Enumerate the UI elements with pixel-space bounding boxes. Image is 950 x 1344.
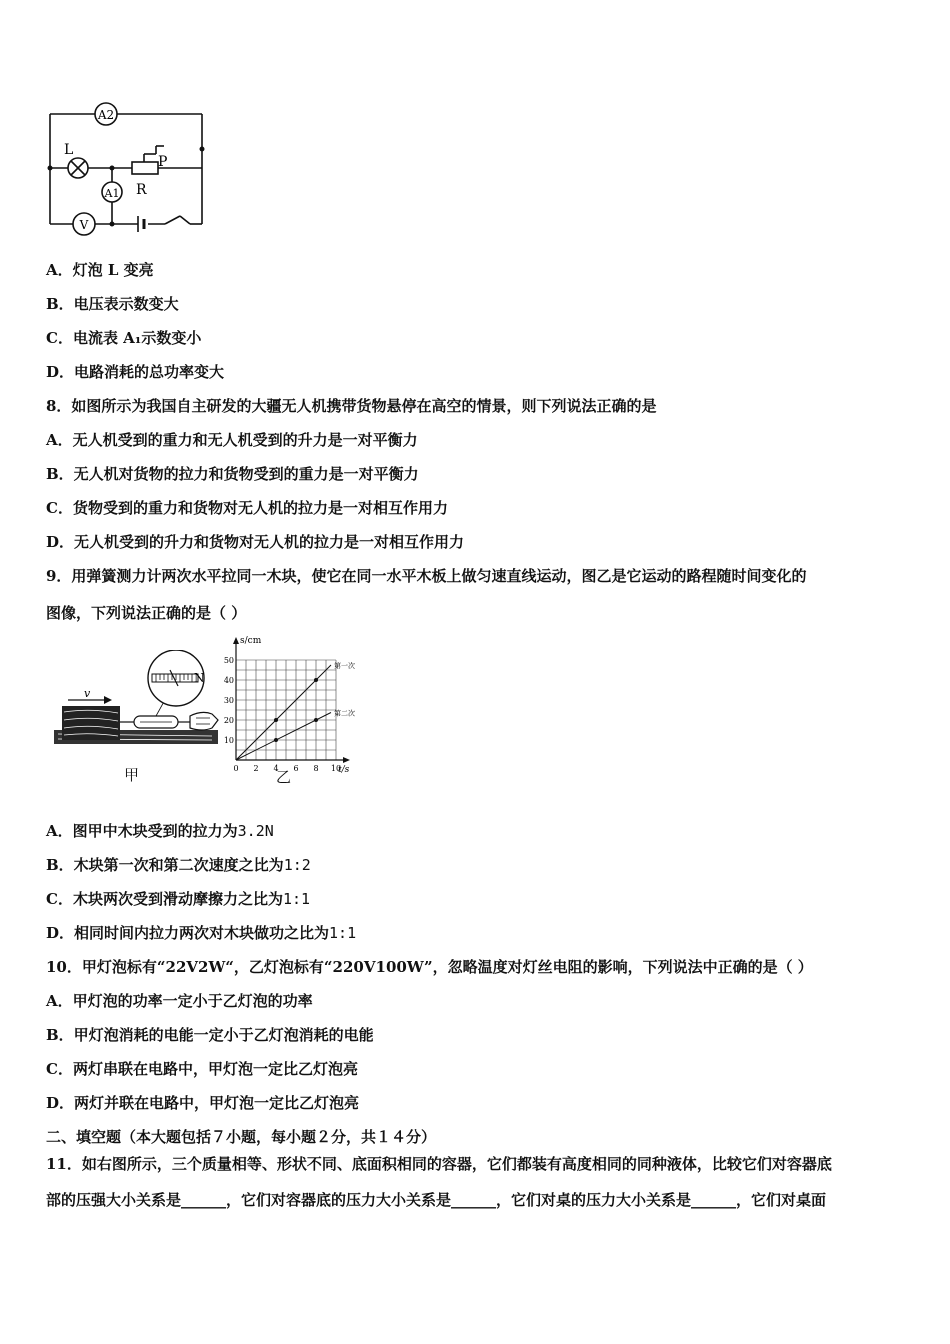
circuit-diagram	[40, 96, 215, 241]
x-axis-arrow	[343, 757, 350, 763]
velocity-label: v	[84, 687, 91, 700]
chart-labels	[224, 636, 355, 774]
q10-option-d: D．两灯并联在电路中，甲灯泡一定比乙灯泡亮	[46, 1094, 360, 1112]
x-tick-label: 2	[253, 764, 259, 773]
q8-option-d: D．无人机受到的升力和货物对无人机的拉力是一对相互作用力	[46, 533, 465, 551]
slider-label: P	[158, 154, 168, 170]
q8-option-b: B．无人机对货物的拉力和货物受到的重力是一对平衡力	[46, 465, 419, 483]
q7-option-d: D．电路消耗的总功率变大	[46, 363, 225, 381]
figure-jia	[52, 650, 222, 760]
resistor-label: R	[136, 182, 147, 198]
q9-option-c	[46, 889, 310, 909]
series-label-1: 第一次	[334, 662, 355, 670]
x-tick-label: 10	[330, 764, 342, 773]
q9-option-b	[46, 855, 311, 875]
q9-stem-line1: 9．用弹簧测力计两次水平拉同一木块，使它在同一水平木板上做匀速直线运动，图乙是它运动的路程随时间变化的	[46, 567, 807, 585]
voltmeter-label: V	[79, 218, 89, 232]
q8-option-a: A．无人机受到的重力和无人机受到的升力是一对平衡力	[46, 431, 418, 449]
x-tick-label: 8	[313, 764, 319, 773]
y-tick-label: 20	[223, 716, 234, 725]
q10-option-c: C．两灯串联在电路中，甲灯泡一定比乙灯泡亮	[46, 1060, 358, 1078]
meter-a1-label: A1	[104, 187, 120, 200]
series-point-1	[274, 718, 278, 722]
q10-option-a: A．甲灯泡的功率一定小于乙灯泡的功率	[46, 992, 313, 1010]
y-tick-label: 40	[223, 676, 234, 685]
q9-stem-line2: 图像，下列说法正确的是（ ）	[46, 604, 247, 622]
gauge-unit-label: N	[194, 671, 205, 685]
chart-series	[236, 665, 331, 760]
figure-jia-caption: 甲	[124, 766, 140, 784]
x-tick-label: 0	[233, 764, 239, 773]
q9-option-d	[46, 923, 356, 943]
q10-option-b: B．甲灯泡消耗的电能一定小于乙灯泡消耗的电能	[46, 1026, 374, 1044]
q10-stem: 10．甲灯泡标有“22V2W“，乙灯泡标有“220V100W”，忽略温度对灯丝电阻的影响，下列说法中正确的是（ ）	[46, 958, 813, 976]
y-tick-label: 30	[223, 696, 234, 705]
series-point-2	[314, 718, 318, 722]
y-axis-label: s/cm	[240, 636, 262, 646]
q7-option-c: C．电流表 A₁示数变小	[46, 329, 202, 347]
q8-stem: 8．如图所示为我国自主研发的大疆无人机携带货物悬停在高空的情景，则下列说法正确的是	[46, 397, 657, 415]
q9-option-b-text: B．木块第一次和第二次速度之比为	[46, 856, 284, 874]
q9-option-c-text: C．木块两次受到滑动摩擦力之比为	[46, 890, 283, 908]
q9-option-d-text: D．相同时间内拉力两次对木块做功之比为	[46, 924, 330, 942]
y-tick-label: 50	[223, 656, 234, 665]
x-axis-label: t/s	[338, 765, 350, 774]
q7-option-b: B．电压表示数变大	[46, 295, 179, 313]
q8-option-c: C．货物受到的重力和货物对无人机的拉力是一对相互作用力	[46, 499, 448, 517]
x-tick-label: 4	[273, 764, 279, 773]
hand	[190, 712, 218, 730]
q9-option-a	[46, 821, 274, 841]
x-tick-label: 6	[293, 764, 299, 773]
q9-option-c-value: 1:1	[282, 890, 311, 908]
series-label-2: 第二次	[334, 709, 355, 718]
q11-line2: 部的压强大小关系是______，它们对容器底的压力大小关系是______，它们对桌的压力大小关系是______，它们对桌面	[46, 1191, 827, 1209]
q9-option-a-value: 3.2N	[237, 822, 274, 840]
q9-option-b-value: 1:2	[283, 856, 311, 874]
figure-yi-chart	[222, 634, 372, 774]
q9-option-a-text: A．图甲中木块受到的拉力为	[46, 822, 238, 840]
q9-option-d-value: 1:1	[329, 924, 357, 942]
y-tick-label: 10	[223, 736, 234, 745]
figure-yi-caption: 乙	[276, 768, 292, 786]
q7-option-a: A．灯泡 L 变亮	[46, 261, 154, 279]
q11-line1: 11．如右图所示，三个质量相等、形状不同、底面积相同的容器，它们都装有高度相同的同种液体，比较它们对容器底	[46, 1155, 832, 1173]
section-heading: 二、填空题（本大题包括７小题，每小题２分，共１４分）	[46, 1128, 437, 1146]
lamp-label: L	[64, 142, 74, 158]
y-axis-arrow	[233, 637, 239, 644]
series-point-2	[274, 738, 278, 742]
series-point-1	[314, 678, 318, 682]
meter-a2-label: A2	[97, 108, 115, 122]
